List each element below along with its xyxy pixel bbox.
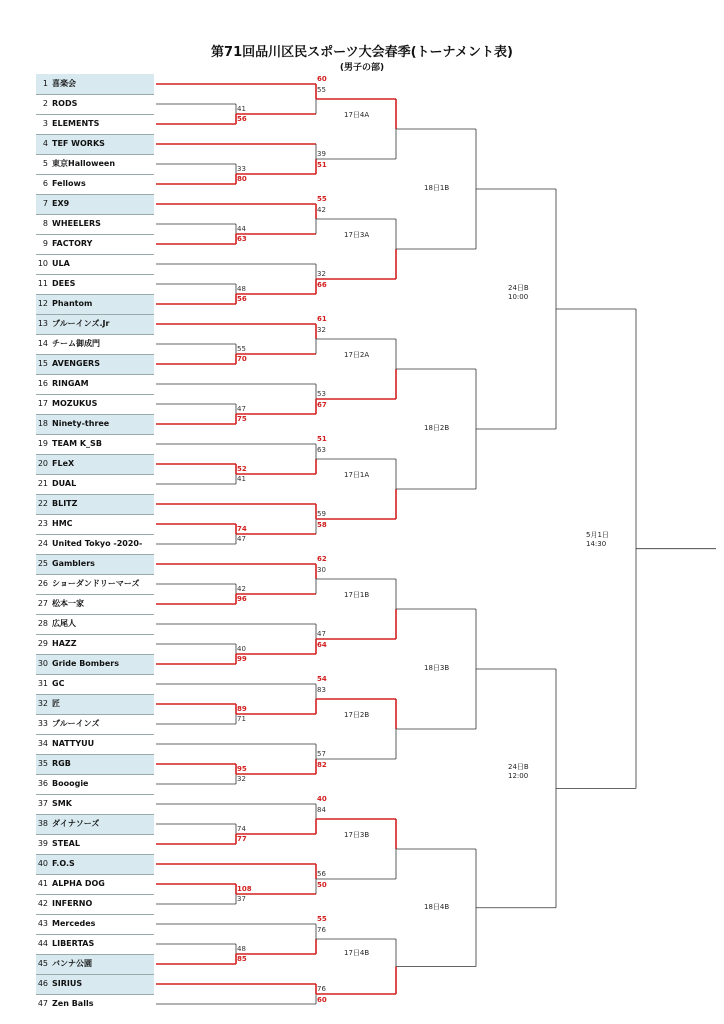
loser-score: 63 [317, 446, 326, 454]
team-name: MOZUKUS [52, 399, 98, 408]
match-time: 10:00 [508, 293, 529, 301]
winner-score: 50 [317, 881, 327, 889]
match-label: 17日3B [344, 831, 370, 839]
team-number: 40 [37, 859, 48, 868]
winner-score: 66 [317, 281, 327, 289]
team-name: EX9 [52, 199, 70, 208]
winner-score: 51 [317, 161, 327, 169]
team-name: HAZZ [52, 639, 77, 648]
team-name: Booogie [52, 779, 89, 788]
winner-score: 54 [317, 675, 327, 683]
team-name: BLITZ [52, 499, 78, 508]
team-number: 11 [37, 279, 48, 288]
loser-score: 30 [317, 566, 326, 574]
team-name: 松本一家 [52, 599, 84, 608]
team-name: TEF WORKS [52, 139, 105, 148]
team-number: 39 [37, 839, 48, 848]
winner-score: 52 [237, 465, 247, 473]
team-name: SMK [52, 799, 72, 808]
match-label: 17日1B [344, 591, 370, 599]
loser-score: 55 [317, 86, 326, 94]
team-name: 広尾人 [52, 619, 76, 628]
match-label: 17日2B [344, 711, 370, 719]
final-time: 14:30 [586, 539, 607, 548]
team-number: 9 [42, 239, 48, 248]
team-number: 8 [42, 219, 48, 228]
team-name: FACTORY [52, 239, 93, 248]
match-time: 12:00 [508, 772, 529, 781]
team-number: 33 [37, 719, 48, 728]
page-subtitle: (男子の部) [339, 63, 385, 73]
team-number: 21 [37, 479, 48, 488]
team-number: 43 [37, 919, 48, 928]
team-name: ALPHA DOG [52, 879, 105, 888]
winner-score: 62 [317, 555, 327, 563]
final-date: 5月1日 [586, 530, 609, 539]
loser-score: 41 [237, 105, 246, 113]
loser-score: 59 [317, 510, 326, 518]
winner-score: 63 [237, 235, 247, 243]
team-name: ブルーインズ [52, 719, 100, 728]
loser-score: 71 [237, 715, 246, 723]
match-label: 18日3B [424, 664, 450, 672]
team-name: FLeX [52, 459, 75, 468]
loser-score: 76 [317, 985, 326, 993]
team-number: 6 [42, 179, 48, 188]
winner-score: 60 [317, 75, 327, 83]
winner-score: 64 [317, 641, 327, 649]
winner-score: 99 [237, 655, 247, 663]
match-label: 17日2A [344, 351, 370, 359]
team-number: 18 [37, 419, 48, 428]
team-number: 1 [42, 79, 48, 88]
team-name: ショーダンドリーマーズ [52, 579, 140, 588]
loser-score: 57 [317, 750, 326, 758]
team-name: INFERNO [52, 899, 93, 908]
match-label: 17日4B [344, 948, 370, 957]
team-number: 13 [37, 319, 48, 328]
winner-score: 55 [317, 195, 327, 203]
team-number: 45 [37, 959, 48, 968]
loser-score: 32 [237, 775, 246, 783]
winner-score: 56 [237, 295, 247, 303]
team-number: 4 [42, 139, 48, 148]
team-number: 36 [37, 779, 48, 788]
team-number: 25 [37, 559, 48, 568]
team-name: Gride Bombers [52, 659, 119, 668]
team-number: 7 [42, 199, 48, 208]
winner-score: 61 [317, 315, 327, 323]
team-name: 東京Halloween [52, 159, 116, 168]
team-number: 37 [37, 799, 48, 808]
match-label: 17日4A [344, 111, 370, 119]
loser-score: 32 [317, 270, 326, 278]
team-name: RODS [52, 99, 78, 108]
team-number: 5 [42, 159, 48, 168]
winner-score: 77 [237, 835, 247, 843]
team-name: STEAL [52, 839, 80, 848]
loser-score: 76 [317, 926, 326, 934]
team-name: HMC [52, 519, 73, 528]
team-name: LIBERTAS [52, 939, 95, 948]
team-number: 34 [37, 739, 48, 748]
team-number: 38 [37, 819, 48, 828]
team-number: 29 [37, 639, 48, 648]
winner-score: 67 [317, 401, 327, 409]
winner-score: 89 [237, 705, 247, 713]
team-number: 14 [37, 339, 48, 348]
match-label: 18日2B [424, 424, 450, 432]
loser-score: 41 [237, 475, 246, 483]
match-label: 17日3A [344, 231, 370, 239]
loser-score: 32 [317, 326, 326, 334]
team-name: Fellows [52, 179, 86, 188]
winner-score: 40 [317, 795, 327, 803]
team-name: 喜楽会 [52, 79, 76, 88]
winner-score: 75 [237, 415, 247, 423]
loser-score: 74 [237, 825, 246, 833]
winner-score: 56 [237, 115, 247, 123]
loser-score: 48 [237, 945, 246, 953]
team-number: 42 [37, 899, 48, 908]
loser-score: 56 [317, 870, 326, 878]
team-number: 17 [37, 399, 48, 408]
team-number: 10 [37, 259, 48, 268]
winner-score: 108 [237, 885, 252, 893]
team-number: 16 [37, 379, 48, 388]
team-number: 3 [42, 119, 48, 128]
winner-score: 55 [317, 915, 327, 923]
winner-score: 51 [317, 435, 327, 443]
winner-score: 58 [317, 521, 327, 529]
team-number: 20 [37, 459, 48, 468]
loser-score: 83 [317, 686, 326, 694]
team-name: ブルーインズ.Jr [52, 319, 110, 328]
loser-score: 47 [317, 630, 326, 638]
winner-score: 80 [237, 175, 247, 183]
team-name: SIRIUS [52, 979, 83, 988]
team-number: 12 [37, 299, 48, 308]
team-number: 30 [37, 659, 48, 668]
team-number: 24 [37, 539, 48, 548]
team-number: 32 [37, 699, 48, 708]
match-date: 24日B [508, 284, 529, 292]
loser-score: 47 [237, 535, 246, 543]
team-name: WHEELERS [52, 219, 101, 228]
winner-score: 82 [317, 761, 327, 769]
team-number: 28 [37, 619, 48, 628]
loser-score: 33 [237, 165, 246, 173]
team-name: United Tokyo -2020- [52, 539, 143, 548]
team-number: 35 [37, 759, 48, 768]
team-name: RINGAM [52, 379, 89, 388]
team-number: 31 [37, 679, 48, 688]
team-number: 44 [37, 939, 48, 948]
match-date: 24日B [508, 763, 529, 772]
loser-score: 84 [317, 806, 326, 814]
team-name: チーム御成門 [52, 339, 100, 348]
loser-score: 39 [317, 150, 326, 158]
team-name: RGB [52, 759, 71, 768]
loser-score: 40 [237, 645, 246, 653]
loser-score: 42 [237, 585, 246, 593]
loser-score: 44 [237, 225, 246, 233]
team-name: Gamblers [52, 559, 95, 568]
winner-score: 74 [237, 525, 247, 533]
team-name: AVENGERS [52, 359, 100, 368]
loser-score: 48 [237, 285, 246, 293]
loser-score: 42 [317, 206, 326, 214]
team-number: 2 [42, 99, 48, 108]
team-name: バンナ公園 [52, 959, 92, 968]
team-name: F.O.S [52, 859, 75, 868]
team-name: NATTYUU [52, 739, 95, 748]
team-name: Mercedes [52, 919, 96, 928]
winner-score: 70 [237, 355, 247, 363]
team-name: TEAM K_SB [52, 439, 102, 448]
page-title: 第71回品川区民スポーツ大会春季(トーナメント表) [211, 45, 513, 60]
team-number: 27 [37, 599, 48, 608]
team-number: 46 [37, 979, 48, 988]
team-name: DEES [52, 279, 76, 288]
team-name: Ninety-three [52, 419, 110, 428]
loser-score: 37 [237, 895, 246, 903]
team-number: 26 [37, 579, 48, 588]
team-name: 匠 [52, 699, 60, 708]
team-number: 22 [37, 499, 48, 508]
loser-score: 53 [317, 390, 326, 398]
winner-score: 95 [237, 765, 247, 773]
team-name: ダイナソーズ [52, 819, 100, 828]
team-number: 47 [37, 999, 48, 1008]
team-number: 23 [37, 519, 48, 528]
team-name: ULA [52, 259, 70, 268]
loser-score: 47 [237, 405, 246, 413]
team-name: Zen Balls [52, 999, 94, 1008]
team-number: 19 [37, 439, 48, 448]
team-name: DUAL [52, 479, 77, 488]
team-number: 15 [37, 359, 48, 368]
team-number: 41 [37, 879, 48, 888]
match-label: 18日4B [424, 902, 450, 911]
team-name: ELEMENTS [52, 119, 100, 128]
team-name: GC [52, 679, 65, 688]
winner-score: 60 [317, 996, 327, 1004]
loser-score: 55 [237, 345, 246, 353]
winner-score: 96 [237, 595, 247, 603]
winner-score: 85 [237, 955, 247, 963]
match-label: 18日1B [424, 184, 450, 192]
team-name: Phantom [52, 299, 93, 308]
match-label: 17日1A [344, 471, 370, 479]
